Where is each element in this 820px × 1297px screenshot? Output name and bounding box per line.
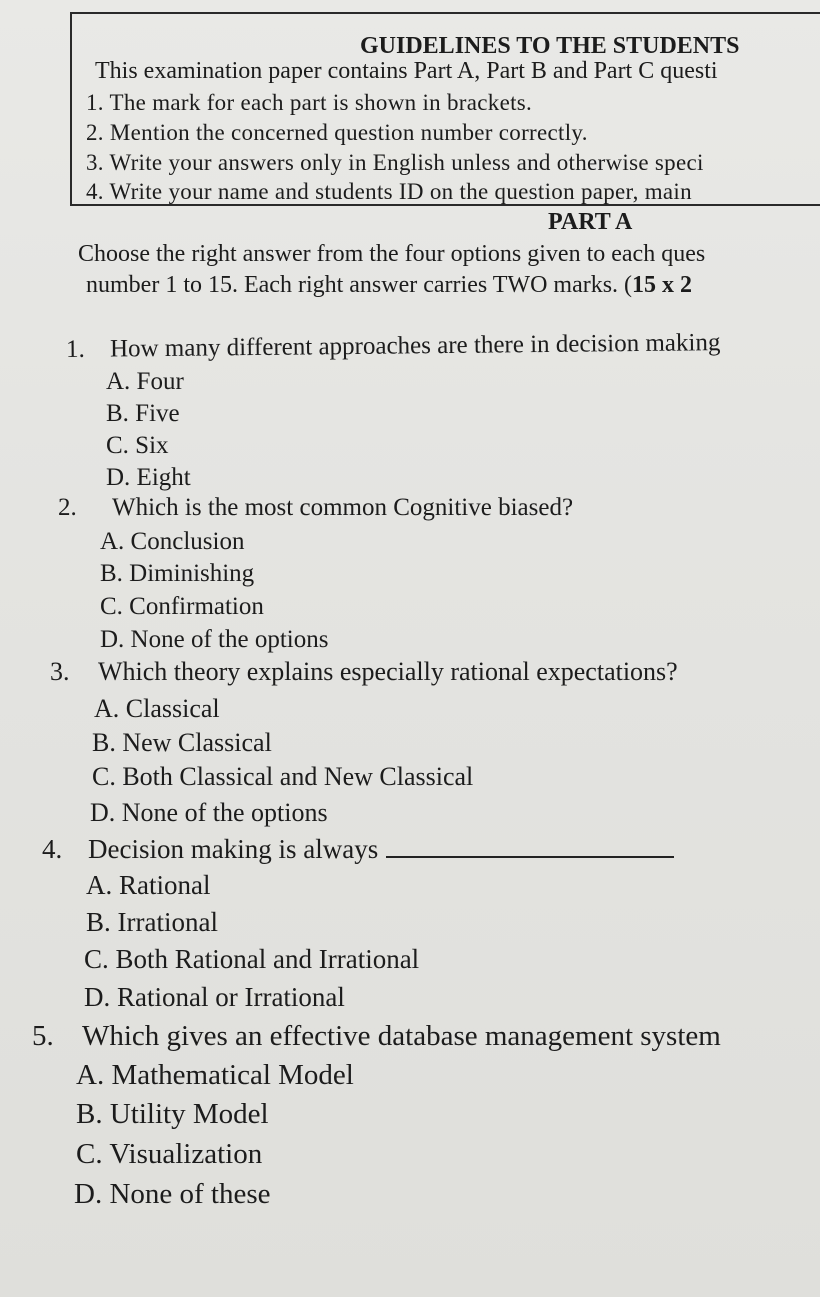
guideline-item: 1. The mark for each part is shown in brackets. xyxy=(86,90,533,115)
option: A. Mathematical Model xyxy=(76,1059,354,1091)
question-5 xyxy=(32,1022,721,1051)
option: A. Classical xyxy=(94,694,220,723)
option: C. Confirmation xyxy=(100,593,264,620)
question-number: 1. xyxy=(65,335,85,363)
part-title: PART A xyxy=(548,209,633,235)
question-1 xyxy=(66,330,721,362)
guideline-item: 3. Write your answers only in English unless and otherwise speci xyxy=(86,150,704,175)
option: B. Diminishing xyxy=(100,560,255,587)
marks-formula: 15 x 2 xyxy=(632,272,693,298)
option: C. Visualization xyxy=(76,1138,263,1170)
option: A. Four xyxy=(106,368,184,395)
question-number: 5. xyxy=(32,1020,54,1052)
question-number: 3. xyxy=(50,657,70,686)
question-text: How many different approaches are there in decision making xyxy=(109,329,721,363)
option: D. None of the options xyxy=(90,798,328,827)
question-3 xyxy=(50,659,678,685)
option: B. Five xyxy=(106,400,180,427)
part-instruction-text: number 1 to 15. Each right answer carries TWO marks. ( xyxy=(86,272,633,298)
option: C. Both Rational and Irrational xyxy=(84,944,420,974)
question-number: 4. xyxy=(42,834,63,864)
part-instruction xyxy=(86,273,692,297)
option: A. Conclusion xyxy=(100,528,245,555)
question-4 xyxy=(42,836,674,863)
question-text: Which theory explains especially rational expectations? xyxy=(98,657,678,686)
question-text: Which gives an effective database management system xyxy=(82,1020,721,1052)
option: A. Rational xyxy=(86,870,211,900)
guidelines-title: GUIDELINES TO THE STUDENTS xyxy=(360,33,740,59)
option: D. Rational or Irrational xyxy=(84,982,345,1012)
answer-blank xyxy=(386,856,674,858)
option: D. Eight xyxy=(106,464,191,491)
guidelines-intro: This examination paper contains Part A, Part B and Part C questi xyxy=(95,58,718,84)
option: D. None of these xyxy=(74,1178,271,1210)
question-text: Decision making is always xyxy=(88,834,379,864)
question-number: 2. xyxy=(58,494,77,521)
guideline-item: 2. Mention the concerned question number correctly. xyxy=(86,120,588,145)
option: C. Both Classical and New Classical xyxy=(92,762,474,791)
question-text: Which is the most common Cognitive biased? xyxy=(112,494,574,521)
option: B. Irrational xyxy=(86,907,218,937)
guideline-item: 4. Write your name and students ID on the question paper, main xyxy=(86,179,692,204)
question-2 xyxy=(58,495,573,520)
part-instruction: Choose the right answer from the four options given to each ques xyxy=(78,241,706,267)
option: C. Six xyxy=(106,432,169,459)
option: D. None of the options xyxy=(100,626,329,653)
option: B. Utility Model xyxy=(76,1098,269,1130)
option: B. New Classical xyxy=(92,728,272,757)
